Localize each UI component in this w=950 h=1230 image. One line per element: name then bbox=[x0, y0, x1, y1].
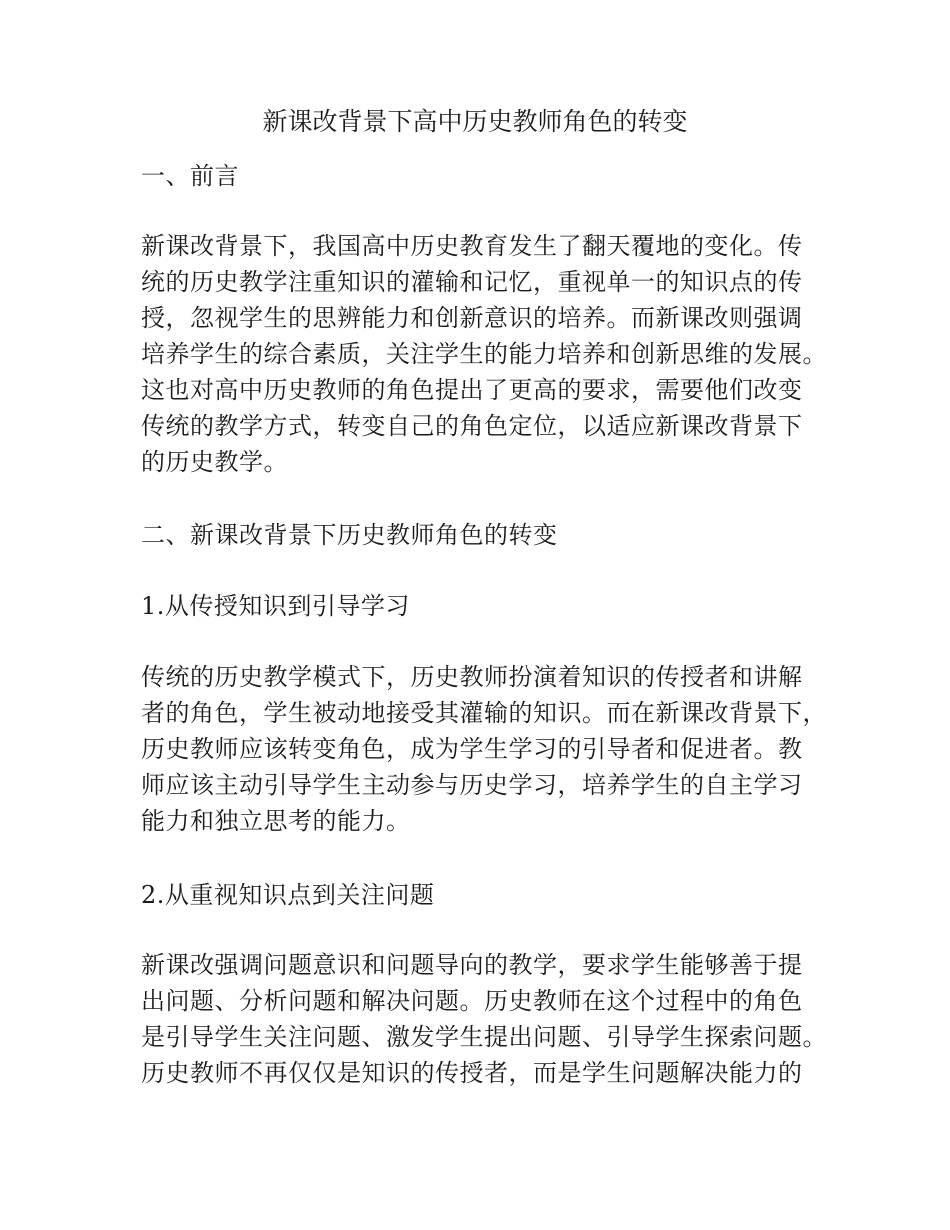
paragraph-line: 能力和独立思考的能力。 bbox=[141, 807, 411, 835]
paragraph-line: 传统的教学方式，转变自己的角色定位，以适应新课改背景下 bbox=[141, 412, 803, 440]
subheading-1: 1.从传授知识到引导学习 bbox=[141, 592, 410, 620]
paragraph-line: 师应该主动引导学生主动参与历史学习，培养学生的自主学习 bbox=[141, 771, 803, 799]
paragraph-section-2-1 bbox=[141, 659, 827, 839]
paragraph-line: 这也对高中历史教师的角色提出了更高的要求，需要他们改变 bbox=[141, 376, 803, 404]
paragraph-line: 是引导学生关注问题、激发学生提出问题、引导学生探索问题。 bbox=[141, 1023, 827, 1051]
paragraph-line: 传统的历史教学模式下，历史教师扮演着知识的传授者和讲解 bbox=[141, 663, 803, 691]
paragraph-line: 新课改强调问题意识和问题导向的教学，要求学生能够善于提 bbox=[141, 951, 803, 979]
heading-section-2: 二、新课改背景下历史教师角色的转变 bbox=[141, 521, 558, 549]
paragraph-line: 出问题、分析问题和解决问题。历史教师在这个过程中的角色 bbox=[141, 987, 803, 1015]
heading-intro: 一、前言 bbox=[141, 162, 239, 190]
paragraph-intro bbox=[141, 228, 827, 480]
paragraph-section-2-2 bbox=[141, 947, 827, 1091]
paragraph-line: 者的角色，学生被动地接受其灌输的知识。而在新课改背景下， bbox=[141, 699, 827, 727]
document-title: 新课改背景下高中历史教师角色的转变 bbox=[262, 107, 688, 136]
paragraph-line: 的历史教学。 bbox=[141, 448, 288, 476]
paragraph-line: 历史教师不再仅仅是知识的传授者，而是学生问题解决能力的 bbox=[141, 1059, 803, 1087]
paragraph-line: 历史教师应该转变角色，成为学生学习的引导者和促进者。教 bbox=[141, 735, 803, 763]
paragraph-line: 统的历史教学注重知识的灌输和记忆，重视单一的知识点的传 bbox=[141, 268, 803, 296]
paragraph-line: 新课改背景下，我国高中历史教育发生了翻天覆地的变化。传 bbox=[141, 232, 803, 260]
subheading-2: 2.从重视知识点到关注问题 bbox=[141, 881, 435, 909]
paragraph-line: 培养学生的综合素质，关注学生的能力培养和创新思维的发展。 bbox=[141, 340, 827, 368]
paragraph-line: 授，忽视学生的思辨能力和创新意识的培养。而新课改则强调 bbox=[141, 304, 803, 332]
